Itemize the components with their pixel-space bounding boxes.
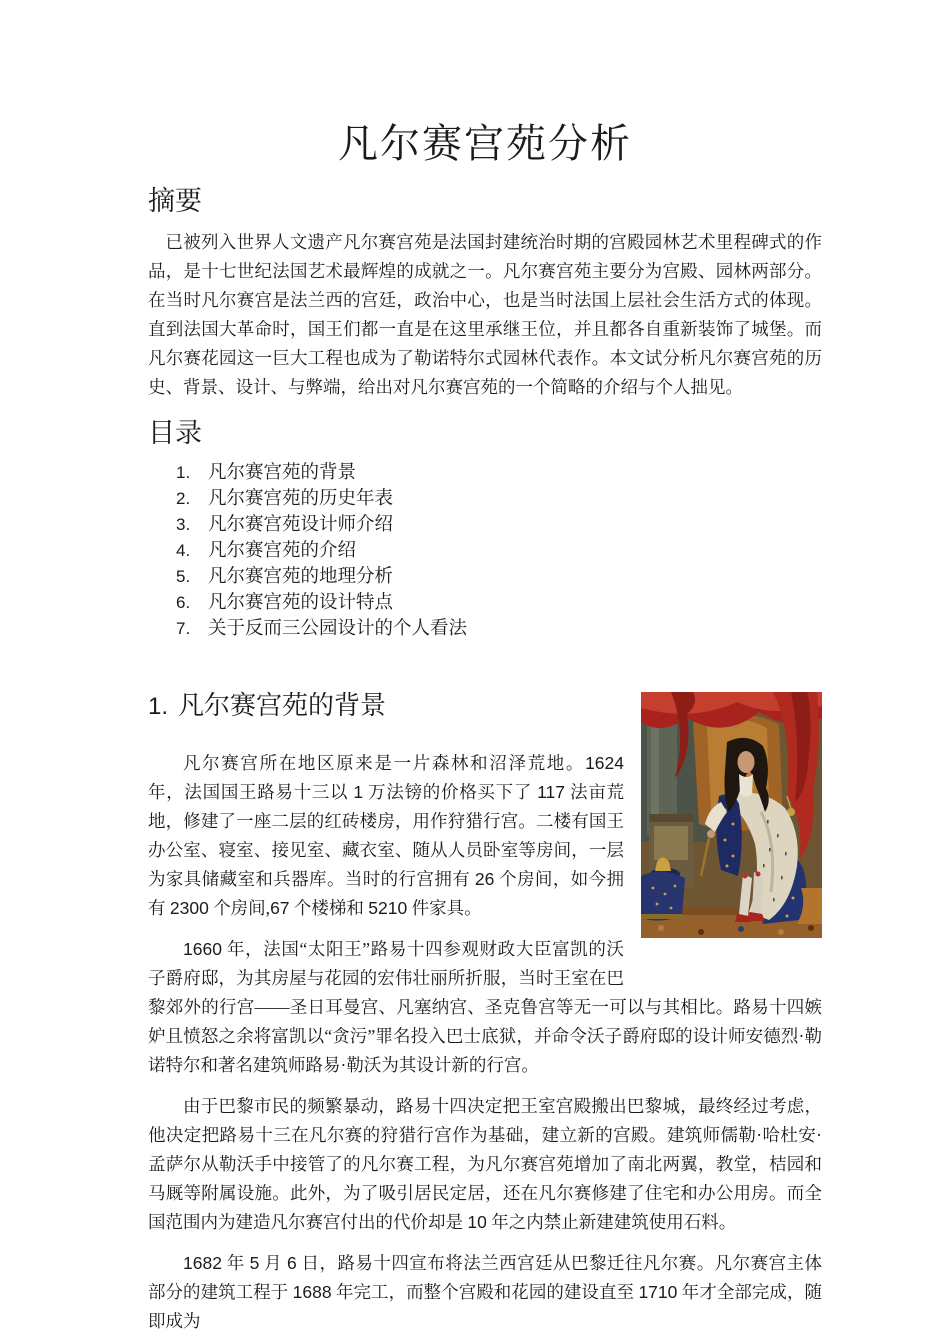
section-1-paragraph-4: 1682 年 5 月 6 日，路易十四宣布将法兰西宫廷从巴黎迁往凡尔赛。凡尔赛宫主体部分的建筑工程于 1688 年完工，而整个宫殿和花园的建设直至 1710 年才全部完成，随即成为: [148, 1253, 822, 1331]
toc-item: [148, 538, 822, 564]
toc-item: [148, 564, 822, 590]
toc-heading: 目录: [148, 418, 202, 448]
abstract-text: 已被列入世界人文遗产凡尔赛宫苑是法国封建统治时期的宫殿园林艺术里程碑式的作品，是十七世纪法国艺术最辉煌的成就之一。凡尔赛宫苑主要分为宫殿、园林两部分。在当时凡尔赛宫是法兰西的宫廷，政治中心，也是当时法国上层社会生活方式的体现。直到法国大革命时，国王们都一直是在这里承继王位，并且都各自重新装饰了城堡。而凡尔赛花园这一巨大工程也成为了勒诺特尔式园林代表作。本文试分析凡尔赛宫苑的历史、背景、设计、与弊端，给出对凡尔赛宫苑的一个简略的介绍与个人拙见。: [148, 232, 822, 397]
toc-item: [148, 460, 822, 486]
toc-item: [148, 590, 822, 616]
toc-item-number: 7.: [176, 619, 191, 638]
toc-item-label: 凡尔赛宫苑的地理分析: [208, 567, 394, 587]
toc-item-number: 1.: [176, 463, 191, 482]
abstract-heading: 摘要: [148, 186, 202, 216]
toc-item-label: 凡尔赛宫苑的背景: [208, 463, 357, 483]
section-1-number: 1.: [148, 693, 169, 720]
toc-item-number: 2.: [176, 489, 191, 508]
toc-item-label: 凡尔赛宫苑的介绍: [208, 541, 357, 561]
section-1-heading-text: 凡尔赛宫苑的背景: [178, 691, 387, 720]
section-1-paragraph-2: 1660 年，法国“太阳王”路易十四参观财政大臣富凯的沃子爵府邸，为其房屋与花园的宏伟壮丽所折服，当时王室在巴黎郊外的行宫——圣日耳曼宫、凡塞纳宫、圣克鲁宫等无一可以与其相比。路易十四嫉妒且愤怒之余将富凯以“贪污”罪名投入巴士底狱，并命令沃子爵府邸的设计师安德烈·勒诺特尔和著名建筑师路易·勒沃为其设计新的行宫。: [148, 939, 822, 1075]
louis-xiv-portrait-image: [641, 692, 822, 938]
toc-item-label: 关于反而三公园设计的个人看法: [208, 619, 468, 639]
toc-item: [148, 486, 822, 512]
page-title: 凡尔赛宫苑分析: [338, 121, 632, 166]
section-1-paragraph-1: 凡尔赛宫所在地区原来是一片森林和沼泽荒地。1624 年，法国国王路易十三以 1 万法镑的价格买下了 117 法亩荒地，修建了一座二层的红砖楼房，用作狩猎行宫。二楼有国王办公室、寝室、接见室、藏衣室、随从人员卧室等房间，一层为家具储藏室和兵器库。当时的行宫拥有 26 个房间，如今拥有 2300 个房间,67 个楼梯和 5210 件家具。: [148, 753, 625, 918]
toc-item-label: 凡尔赛宫苑的历史年表: [208, 489, 394, 509]
toc-item-label: 凡尔赛宫苑设计师介绍: [208, 515, 394, 535]
toc-item-number: 6.: [176, 593, 191, 612]
toc-item-label: 凡尔赛宫苑的设计特点: [208, 593, 394, 613]
toc-item-number: 4.: [176, 541, 191, 560]
louis-xiv-portrait-drawing: [641, 692, 822, 938]
toc-item-number: 3.: [176, 515, 191, 534]
toc-item: [148, 616, 822, 642]
table-of-contents: [148, 460, 822, 642]
toc-item: [148, 512, 822, 538]
section-1-paragraph-3: 由于巴黎市民的频繁暴动，路易十四决定把王室宫殿搬出巴黎城，最终经过考虑，他决定把路易十三在凡尔赛的狩猎行宫作为基础，建立新的宫殿。建筑师儒勒·哈杜安·孟萨尔从勒沃手中接管了的凡尔赛工程，为凡尔赛宫苑增加了南北两翼，教堂，桔园和马厩等附属设施。此外，为了吸引居民定居，还在凡尔赛修建了住宅和办公用房。而全国范围内为建造凡尔赛宫付出的代价却是 10 年之内禁止新建建筑使用石料。: [148, 1096, 822, 1232]
toc-item-number: 5.: [176, 567, 191, 586]
section-1: [148, 688, 822, 1336]
